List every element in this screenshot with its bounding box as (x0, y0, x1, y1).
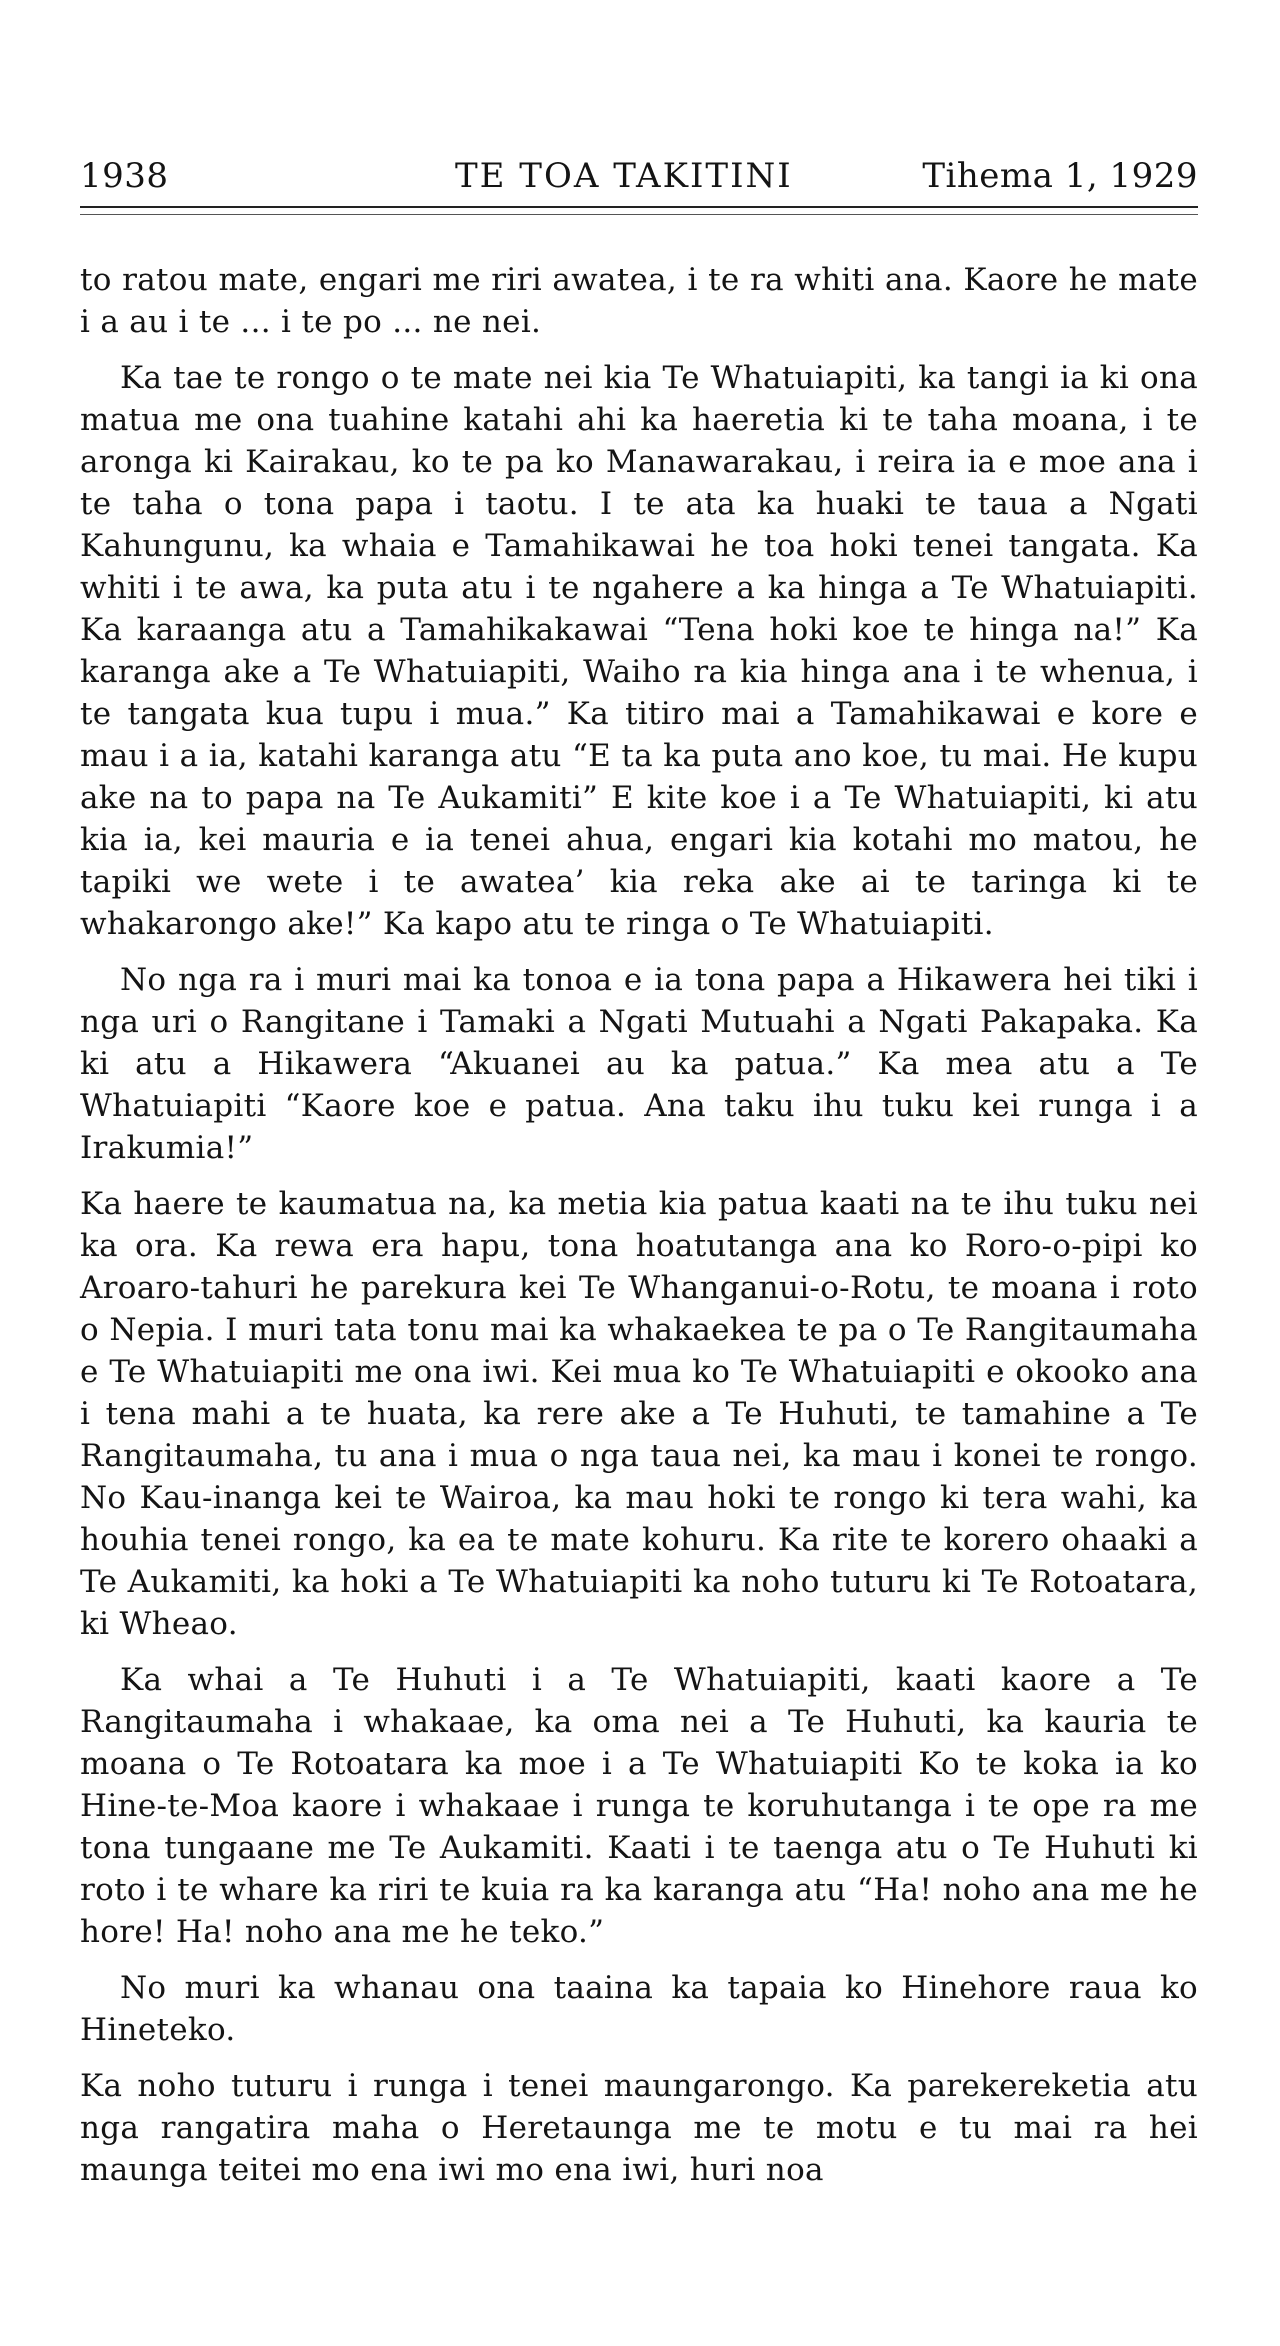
issue-date: Tihema 1, 1929 (922, 156, 1198, 196)
article-body (80, 259, 1198, 2191)
running-header (80, 150, 1198, 206)
paragraph: Ka noho tuturu i runga i tenei maungarongo. Ka parekereketia atu nga rangatira maha o Heretaunga me te motu e tu mai ra hei maunga teitei mo ena iwi mo ena iwi, huri noa (80, 2068, 1198, 2188)
header-rule (80, 206, 1198, 208)
publication-title: TE TOA TAKITINI (455, 156, 793, 196)
paragraph: Ka haere te kaumatua na, ka metia kia patua kaati na te ihu tuku nei ka ora. Ka rewa era hapu, tona hoatutanga ana ko Roro-o-pipi ko Aroaro-tahuri he parekura kei Te Whanganui-o-Rotu, te moana i roto o Nepia. I muri tata tonu mai ka whakaekea te pa o Te Rangitaumaha e Te Whatuiapiti me ona iwi. Kei mua ko Te Whatuiapiti e okooko ana i tena mahi a te huata, ka rere ake a Te Huhuti, te tamahine a Te Rangitaumaha, tu ana i mua o nga taua nei, ka mau i konei te rongo. No Kau-inanga kei te Wairoa, ka mau hoki te rongo ki tera wahi, ka houhia tenei rongo, ka ea te mate kohuru. Ka rite te korero ohaaki a Te Aukamiti, ka hoki a Te Whatuiapiti ka noho tuturu ki Te Rotoatara, ki Wheao. (80, 1186, 1198, 1642)
paragraph: Ka tae te rongo o te mate nei kia Te Whatuiapiti, ka tangi ia ki ona matua me ona tuahine katahi ahi ka haeretia ki te taha moana, i te aronga ki Kairakau, ko te pa ko Manawarakau, i reira ia e moe ana i te taha o tona papa i taotu. I te ata ka huaki te taua a Ngati Kahungunu, ka whaia e Tamahikawai he toa hoki tenei tangata. Ka whiti i te awa, ka puta atu i te ngahere a ka hinga a Te Whatuiapiti. Ka karaanga atu a Tamahikakawai “Tena hoki koe te hinga na!” Ka karanga ake a Te Whatuiapiti, Waiho ra kia hinga ana i te whenua, i te tangata kua tupu i mua.” Ka titiro mai a Tamahikawai e kore e mau i a ia, katahi karanga atu “E ta ka puta ano koe, tu mai. He kupu ake na to papa na Te Aukamiti” E kite koe i a Te Whatuiapiti, ki atu kia ia, kei mauria e ia tenei ahua, engari kia kotahi mo matou, he tapiki we wete i te awatea’ kia reka ake ai te taringa ki te whakarongo ake!” Ka kapo atu te ringa o Te Whatuiapiti. (80, 360, 1198, 942)
header-rule-thin (80, 214, 1198, 215)
paragraph: No muri ka whanau ona taaina ka tapaia ko Hinehore raua ko Hineteko. (80, 1970, 1198, 2048)
paragraph: No nga ra i muri mai ka tonoa e ia tona papa a Hikawera hei tiki i nga uri o Rangitane i Tamaki a Ngati Mutuahi a Ngati Pakapaka. Ka ki atu a Hikawera “Akuanei au ka patua.” Ka mea atu a Te Whatuiapiti “Kaore koe e patua. Ana taku ihu tuku kei runga i a Irakumia!” (80, 962, 1198, 1166)
page-number: 1938 (80, 156, 169, 196)
page (80, 150, 1198, 2205)
paragraph: to ratou mate, engari me riri awatea, i te ra whiti ana. Kaore he mate i a au i te ... i te po ... ne nei. (80, 262, 1198, 340)
paragraph: Ka whai a Te Huhuti i a Te Whatuiapiti, kaati kaore a Te Rangitaumaha i whakaae, ka oma nei a Te Huhuti, ka kauria te moana o Te Rotoatara ka moe i a Te Whatuiapiti Ko te koka ia ko Hine-te-Moa kaore i whakaae i runga te koruhutanga i te ope ra me tona tungaane me Te Aukamiti. Kaati i te taenga atu o Te Huhuti ki roto i te whare ka riri te kuia ra ka karanga atu “Ha! noho ana me he hore! Ha! noho ana me he teko.” (80, 1662, 1198, 1950)
